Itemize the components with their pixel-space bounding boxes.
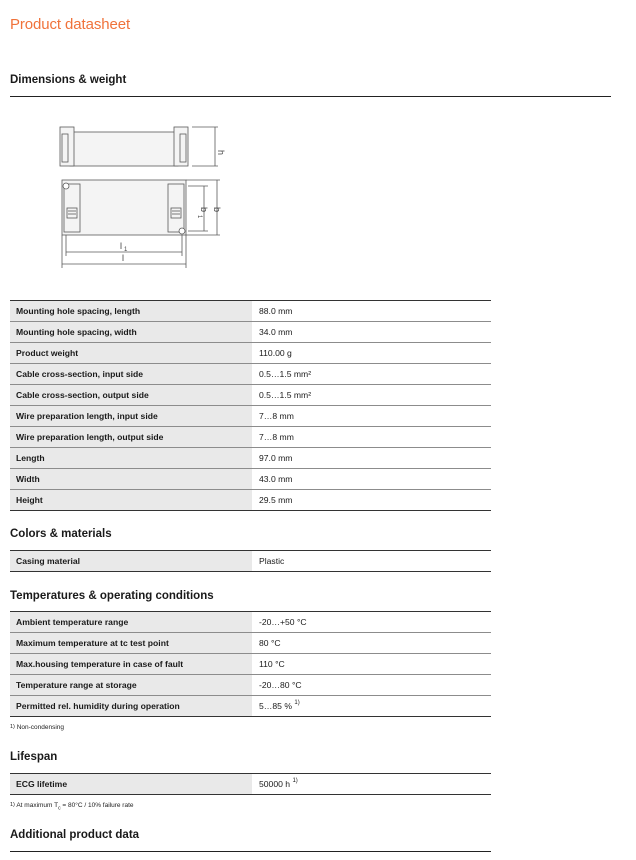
section-rule	[10, 851, 491, 852]
spec-value: 80 °C	[252, 633, 491, 654]
lifespan-table	[10, 773, 491, 795]
table-row	[10, 774, 491, 795]
table-row	[10, 364, 491, 385]
spec-value: -20…+50 °C	[252, 612, 491, 633]
table-row	[10, 301, 491, 322]
drawing-label-b1-sub: 1	[196, 215, 202, 219]
spec-label: Permitted rel. humidity during operation	[10, 696, 252, 717]
spec-value: 88.0 mm	[252, 301, 491, 322]
footnote-lifetime	[10, 802, 134, 811]
table-row	[10, 406, 491, 427]
spec-value: 7…8 mm	[252, 406, 491, 427]
footnote-humidity	[10, 724, 64, 731]
spec-label: Maximum temperature at tc test point	[10, 633, 252, 654]
table-row	[10, 675, 491, 696]
drawing-label-l1: l	[120, 241, 122, 251]
footnote-text-post: = 80°C / 10% failure rate	[60, 802, 134, 809]
table-row	[10, 322, 491, 343]
table-row	[10, 427, 491, 448]
spec-value: -20…80 °C	[252, 675, 491, 696]
spec-value: Plastic	[252, 551, 491, 572]
spec-label: Width	[10, 469, 252, 490]
table-row	[10, 551, 491, 572]
table-row	[10, 633, 491, 654]
spec-label: Temperature range at storage	[10, 675, 252, 696]
footnote-reference: 1)	[294, 700, 300, 706]
table-row	[10, 612, 491, 633]
section-title-additional: Additional product data	[10, 829, 140, 841]
footnote-marker: 1)	[10, 724, 15, 730]
footnote-text-pre: At maximum T	[16, 802, 59, 809]
table-row	[10, 654, 491, 675]
spec-label: ECG lifetime	[10, 774, 252, 795]
spec-value: 29.5 mm	[252, 490, 491, 511]
spec-label: Cable cross-section, input side	[10, 364, 252, 385]
table-row	[10, 448, 491, 469]
spec-label: Max.housing temperature in case of fault	[10, 654, 252, 675]
spec-label: Mounting hole spacing, length	[10, 301, 252, 322]
spec-value	[252, 696, 491, 717]
spec-label: Height	[10, 490, 252, 511]
table-row	[10, 696, 491, 717]
section-title-dimensions: Dimensions & weight	[10, 74, 127, 86]
spec-label: Ambient temperature range	[10, 612, 252, 633]
section-title-colors: Colors & materials	[10, 528, 112, 540]
table-row	[10, 343, 491, 364]
spec-value: 0.5…1.5 mm²	[252, 385, 491, 406]
spec-label: Wire preparation length, output side	[10, 427, 252, 448]
spec-label: Product weight	[10, 343, 252, 364]
spec-label: Cable cross-section, output side	[10, 385, 252, 406]
spec-value	[252, 774, 491, 795]
page-title: Product datasheet	[10, 16, 131, 33]
spec-value: 110.00 g	[252, 343, 491, 364]
colors-table	[10, 550, 491, 572]
footnote-subscript: c	[58, 805, 61, 812]
dimension-drawing	[52, 118, 226, 270]
temperatures-table	[10, 611, 491, 717]
drawing-label-l: l	[122, 253, 124, 263]
table-row	[10, 469, 491, 490]
spec-label: Wire preparation length, input side	[10, 406, 252, 427]
drawing-label-b: b	[212, 207, 222, 213]
footnote-text: Non-condensing	[16, 724, 65, 731]
spec-value: 34.0 mm	[252, 322, 491, 343]
dimensions-table	[10, 300, 491, 511]
spec-value-text: 50000 h	[259, 779, 291, 789]
drawing-label-b1: b	[199, 207, 209, 213]
spec-value: 97.0 mm	[252, 448, 491, 469]
spec-label: Length	[10, 448, 252, 469]
spec-value: 0.5…1.5 mm²	[252, 364, 491, 385]
section-title-lifespan: Lifespan	[10, 751, 58, 763]
footnote-reference: 1)	[292, 778, 298, 784]
spec-value: 7…8 mm	[252, 427, 491, 448]
section-rule	[10, 96, 611, 97]
drawing-label-l1-sub: 1	[124, 247, 128, 253]
spec-label: Mounting hole spacing, width	[10, 322, 252, 343]
spec-value-text: 5…85 %	[259, 701, 292, 711]
table-row	[10, 385, 491, 406]
spec-value: 43.0 mm	[252, 469, 491, 490]
spec-label: Casing material	[10, 551, 252, 572]
drawing-label-h: h	[216, 150, 226, 156]
table-row	[10, 490, 491, 511]
section-title-temperatures: Temperatures & operating conditions	[10, 590, 214, 602]
spec-value: 110 °C	[252, 654, 491, 675]
footnote-marker: 1)	[10, 802, 15, 808]
